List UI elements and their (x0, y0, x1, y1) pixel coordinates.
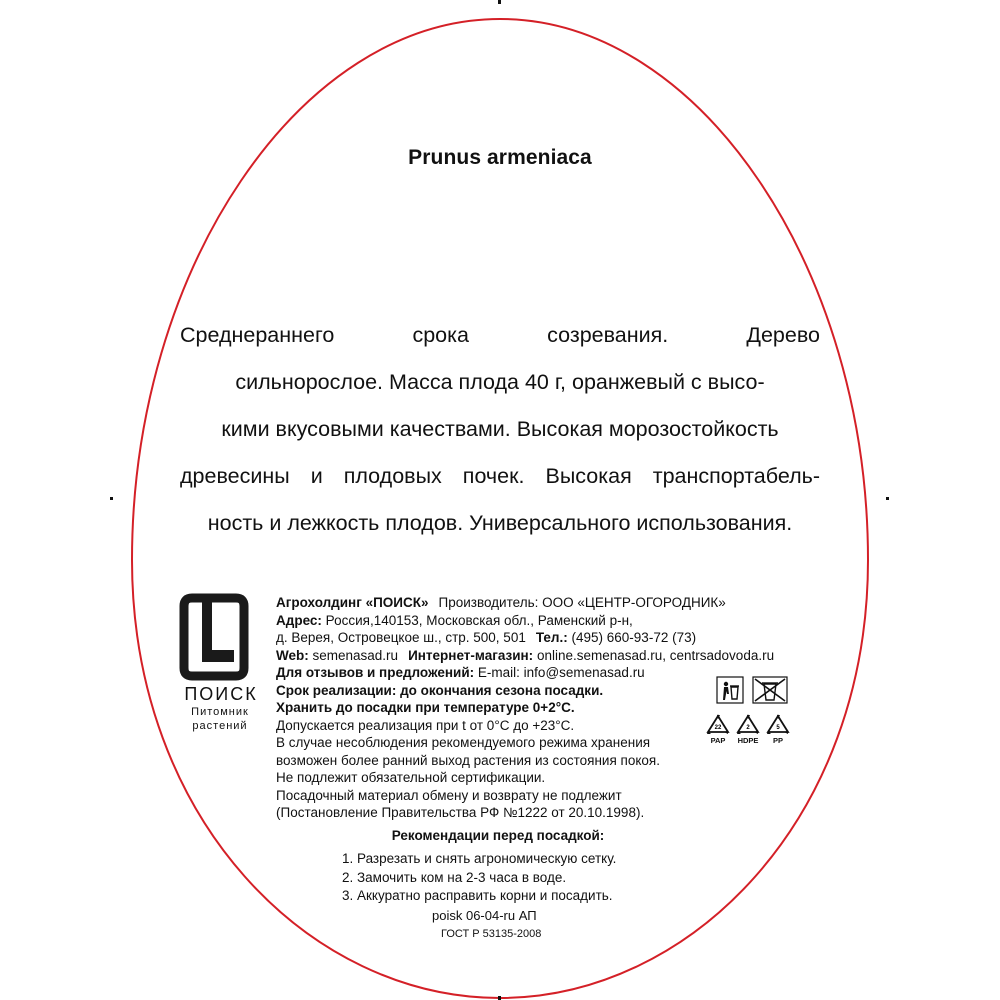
description-word: Дерево (746, 323, 820, 347)
description-line-2: сильнорослое. Масса плода 40 г, оранжевый с высо- (235, 370, 765, 394)
crop-mark-top (498, 0, 501, 4)
phone-value: (495) 660-93-72 (73) (571, 630, 697, 645)
plant-description (180, 318, 820, 553)
recycle-icon (766, 714, 790, 734)
description-line-5: ность и лежкость плодов. Универсального использования. (207, 511, 793, 535)
info-line-address-2 (276, 629, 836, 647)
recommendation-item: 1. Разрезать и снять агрономическую сетку. (342, 851, 617, 866)
address-value: Россия,140153, Московская обл., Раменский р-н, (325, 612, 633, 628)
info-line-holding (276, 594, 836, 612)
info-line-address (276, 612, 836, 630)
description-word: транспортабель- (652, 464, 820, 488)
recycle-code-number: 5 (776, 725, 780, 731)
description-word: почек. (462, 464, 525, 488)
shop-label: Интернет-магазин: (408, 647, 534, 663)
holding-name: Агрохолдинг «ПОИСК» (276, 595, 429, 610)
address-value-2: д. Верея, Островецкое ш., стр. 500, 501 (276, 630, 526, 645)
return-note: Посадочный материал обмену и возврату не подлежит (276, 787, 622, 803)
recycle-code-label: HDPE (737, 736, 759, 745)
packaging-symbols (706, 676, 790, 748)
gost-standard: ГОСТ Р 53135-2008 (441, 928, 542, 940)
web-link[interactable]: semenasad.ru (312, 647, 399, 663)
regulation-note: (Постановление Правительства РФ №1222 от 20.10.1998). (276, 805, 645, 820)
description-line-3: кими вкусовыми качествами. Высокая морозостойкость (221, 417, 779, 441)
poisk-logo-icon (174, 592, 264, 682)
certification-note: Не подлежит обязательной сертификации. (276, 770, 546, 785)
recommendation-item: 3. Аккуратно расправить корни и посадить. (342, 888, 613, 903)
description-word: созревания. (547, 323, 669, 347)
recommendations-list (342, 850, 616, 906)
description-word: срока (412, 323, 469, 347)
storage-warning-2: возможен более ранний выход растения из состояния покоя. (276, 752, 660, 768)
recycle-code-number: 22 (714, 725, 722, 731)
address-label: Адрес: (276, 612, 322, 628)
description-word: древесины (180, 464, 290, 488)
crop-mark-bottom (498, 996, 501, 1000)
no-littering-icon (752, 676, 788, 704)
plant-latin-name: Prunus armeniaca (408, 146, 592, 169)
storage-condition: Хранить до посадки при температуре 0+2°С. (276, 700, 575, 715)
email-link[interactable]: E-mail: info@semenasad.ru (477, 665, 645, 680)
crop-mark-right (886, 497, 889, 500)
description-line-1 (180, 318, 820, 365)
product-code: poisk 06-04-ru АП (432, 908, 537, 923)
feedback-label: Для отзывов и предложений: (276, 665, 475, 680)
recycle-code-number: 2 (746, 725, 750, 731)
description-line-4 (180, 459, 820, 506)
description-word: и (310, 464, 323, 488)
description-word: Среднераннего (180, 323, 335, 347)
description-word: Высокая (545, 464, 632, 488)
recycle-code-label: PP (772, 736, 783, 745)
brand-subtitle: растений (192, 720, 248, 732)
recycle-code-label: PAP (710, 736, 726, 745)
storage-warning: В случае несоблюдения рекомендуемого режима хранения (276, 735, 651, 750)
producer-name: Производитель: ООО «ЦЕНТР-ОГОРОДНИК» (438, 595, 726, 610)
crop-mark-left (110, 497, 113, 500)
brand-name: ПОИСК (184, 684, 258, 704)
trash-bin-icon (716, 676, 744, 704)
shop-links[interactable]: online.semenasad.ru, centrsadovoda.ru (536, 647, 775, 663)
sale-temperature-note: Допускается реализация при t от 0°С до +23°С. (276, 717, 575, 733)
recommendations-title: Рекомендации перед посадкой: (391, 828, 605, 843)
sale-term: Срок реализации: до окончания сезона посадки. (276, 682, 604, 698)
web-label: Web: (276, 647, 309, 663)
recycle-icon (736, 714, 760, 734)
phone-label: Тел.: (535, 630, 568, 645)
recommendation-item: 2. Замочить ком на 2-3 часа в воде. (342, 869, 567, 885)
recycle-icon (706, 714, 730, 734)
info-line-web (276, 647, 836, 665)
brand-subtitle: Питомник (191, 706, 249, 718)
description-word: плодовых (343, 464, 442, 488)
